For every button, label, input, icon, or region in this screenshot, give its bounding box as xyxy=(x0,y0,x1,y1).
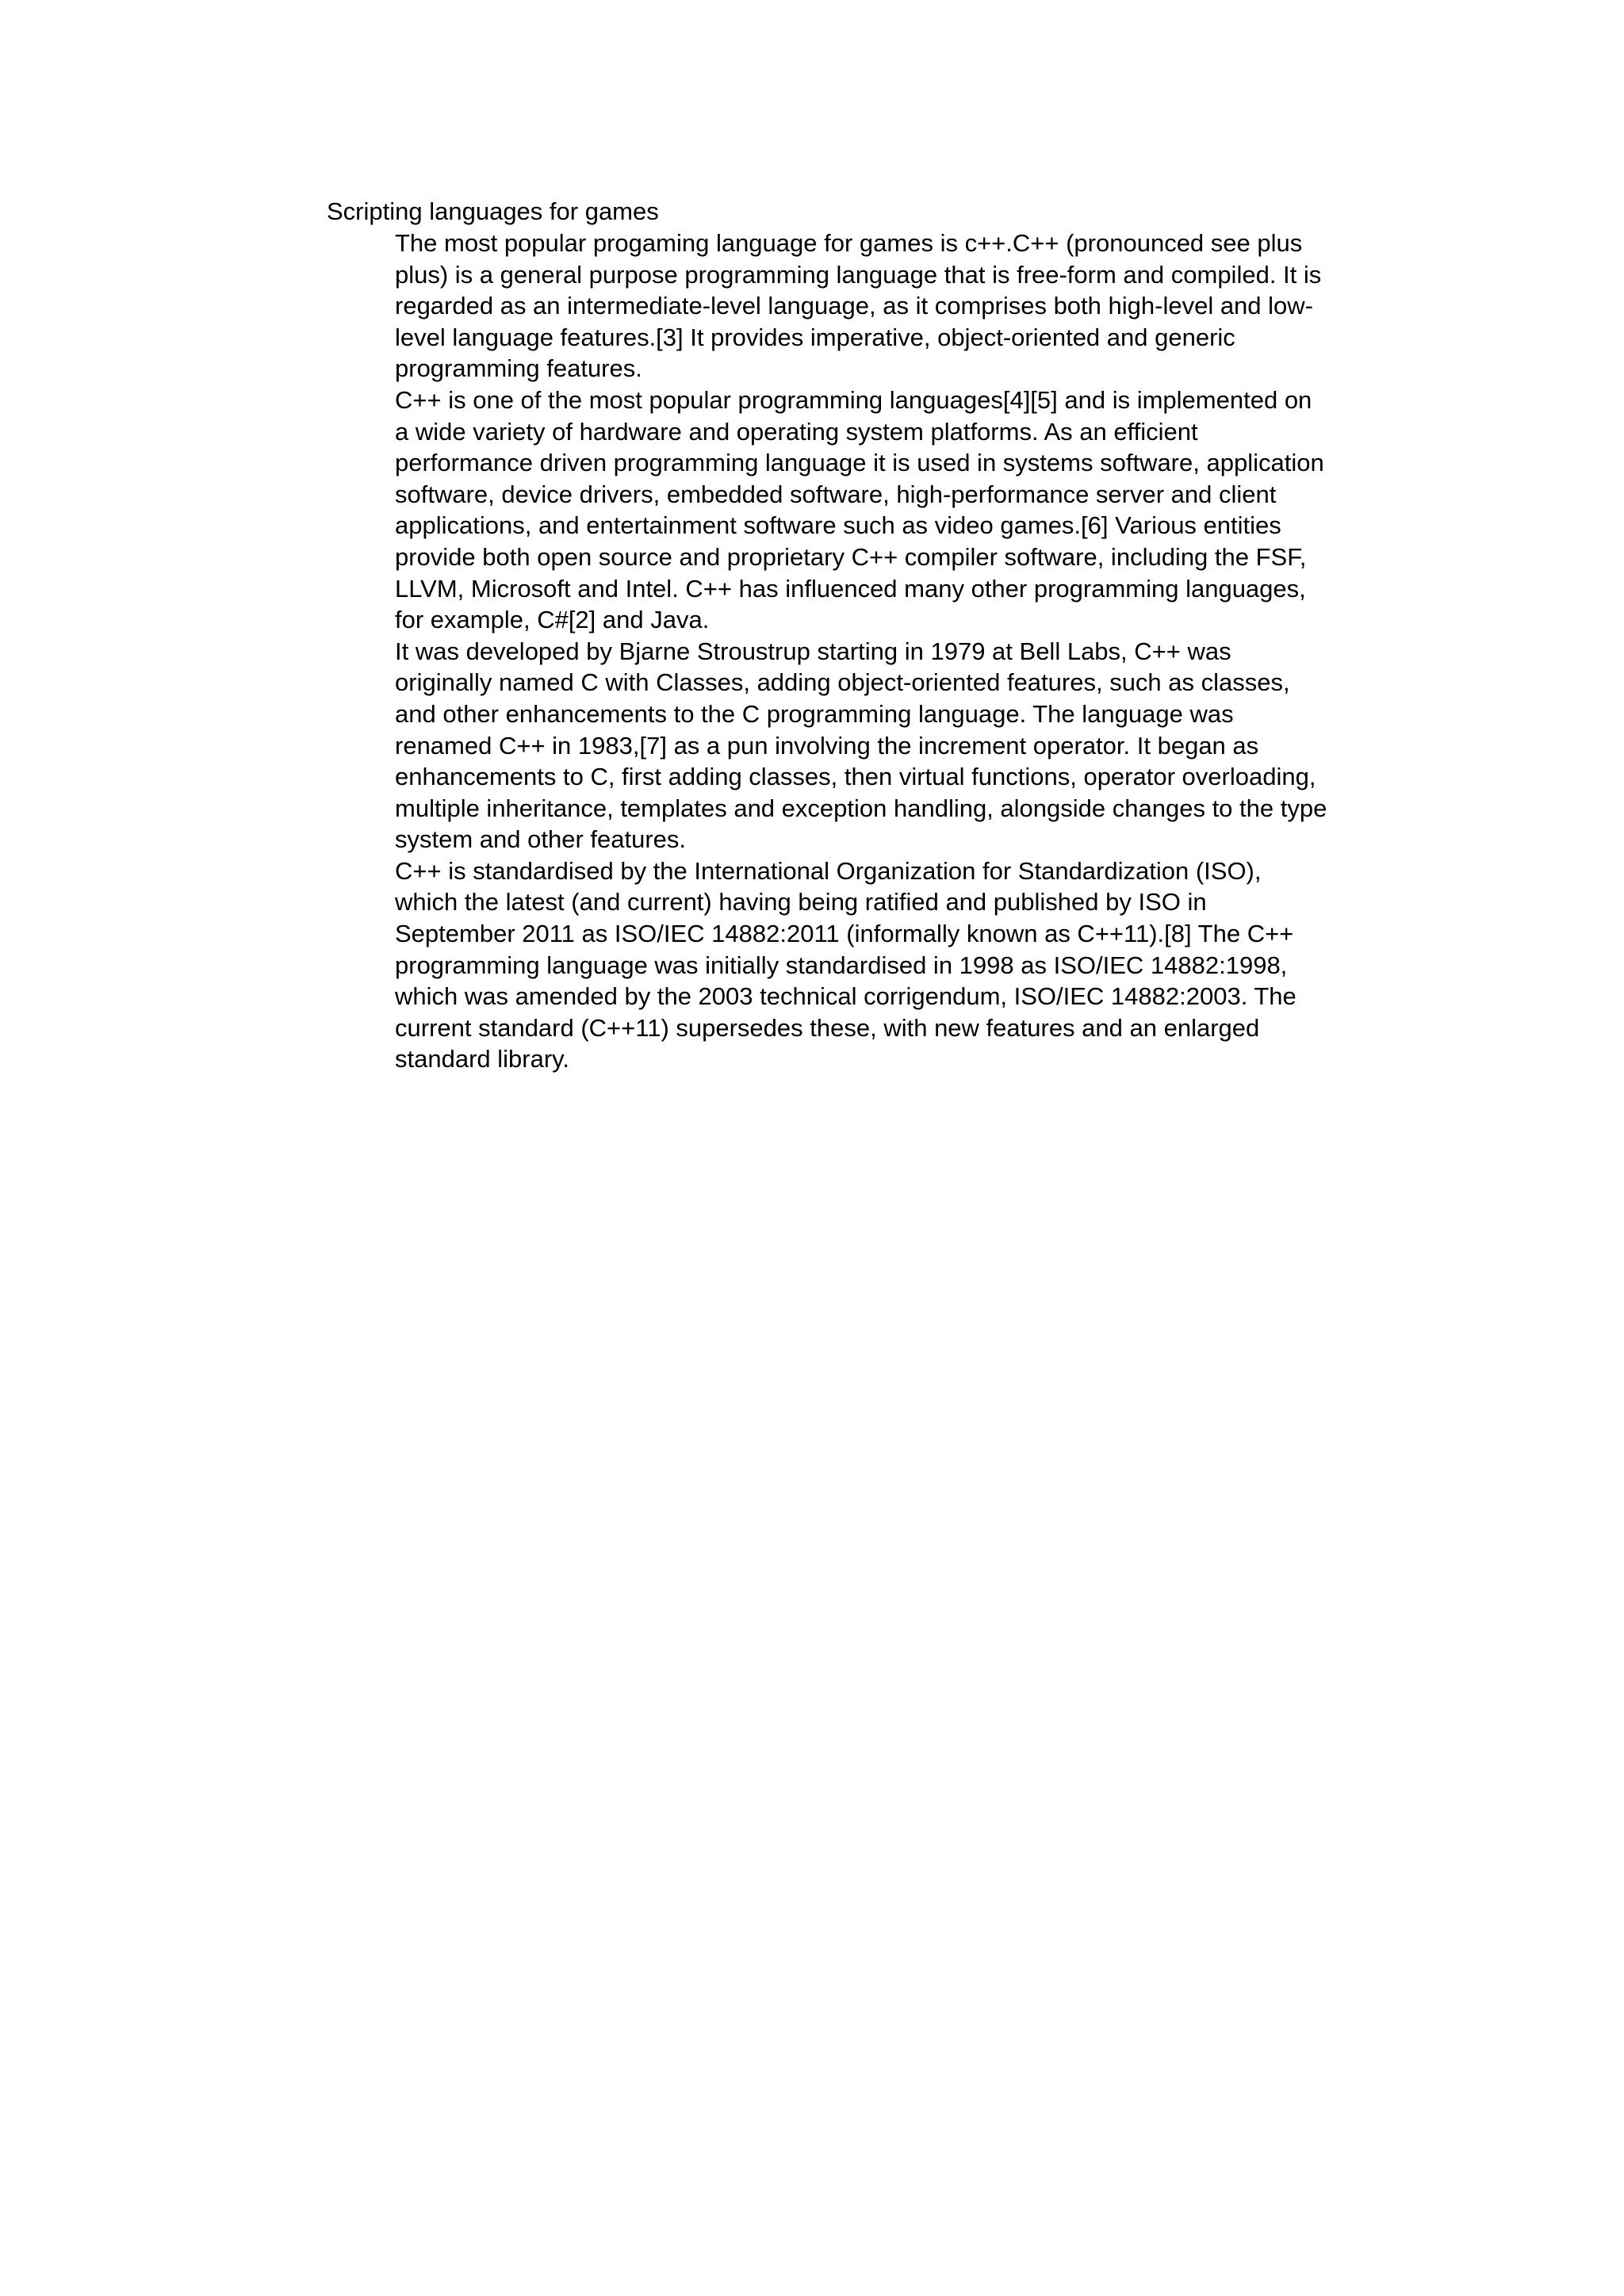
text-line: September 2011 as ISO/IEC 14882:2011 (informally known as C++11).[8] The C++ xyxy=(395,920,1294,948)
text-line: software, device drivers, embedded software, high-performance server and client xyxy=(395,480,1277,508)
text-line: provide both open source and proprietary C++ compiler software, including the FSF, xyxy=(395,542,1307,571)
text-line: applications, and entertainment software such as video games.[6] Various entities xyxy=(395,511,1281,540)
text-line: which the latest (and current) having being ratified and published by ISO in xyxy=(395,888,1207,916)
paragraph-cpp-popularity xyxy=(395,385,1450,636)
text-line: a wide variety of hardware and operating system platforms. As an efficient xyxy=(395,417,1198,446)
text-line: programming language was initially standardised in 1998 as ISO/IEC 14882:1998, xyxy=(395,951,1288,979)
text-line: level language features.[3] It provides imperative, object-oriented and generic xyxy=(395,323,1235,351)
text-line: renamed C++ in 1983,[7] as a pun involving the increment operator. It began as xyxy=(395,731,1259,760)
document-body xyxy=(395,228,1450,1075)
paragraph-cpp-intro xyxy=(395,228,1450,385)
text-line: C++ is one of the most popular programming languages[4][5] and is implemented on xyxy=(395,385,1312,414)
text-line: standard library. xyxy=(395,1045,569,1073)
text-line: which was amended by the 2003 technical corrigendum, ISO/IEC 14882:2003. The xyxy=(395,982,1297,1011)
text-line: It was developed by Bjarne Stroustrup starting in 1979 at Bell Labs, C++ was xyxy=(395,637,1231,665)
text-line: plus) is a general purpose programming language that is free-form and compiled. It is xyxy=(395,260,1322,289)
text-line: C++ is standardised by the International Organization for Standardization (ISO), xyxy=(395,856,1262,885)
paragraph-cpp-standardisation xyxy=(395,855,1450,1075)
text-line: system and other features. xyxy=(395,825,687,854)
text-line: The most popular progaming language for games is c++.C++ (pronounced see plus xyxy=(395,229,1303,257)
document-heading: Scripting languages for games xyxy=(327,197,659,225)
text-line: regarded as an intermediate-level language, as it comprises both high-level and low- xyxy=(395,292,1313,320)
text-line: LLVM, Microsoft and Intel. C++ has influenced many other programming languages, xyxy=(395,574,1306,603)
text-line: programming features. xyxy=(395,354,642,383)
text-line: for example, C#[2] and Java. xyxy=(395,606,710,634)
text-line: and other enhancements to the C programming language. The language was xyxy=(395,699,1234,728)
paragraph-cpp-history xyxy=(395,636,1450,855)
text-line: multiple inheritance, templates and exception handling, alongside changes to the type xyxy=(395,794,1327,822)
text-line: current standard (C++11) supersedes these, with new features and an enlarged xyxy=(395,1013,1260,1042)
text-line: performance driven programming language it is used in systems software, application xyxy=(395,449,1324,477)
text-line: enhancements to C, first adding classes, then virtual functions, operator overloading, xyxy=(395,763,1316,791)
text-line: originally named C with Classes, adding object-oriented features, such as classes, xyxy=(395,668,1290,697)
